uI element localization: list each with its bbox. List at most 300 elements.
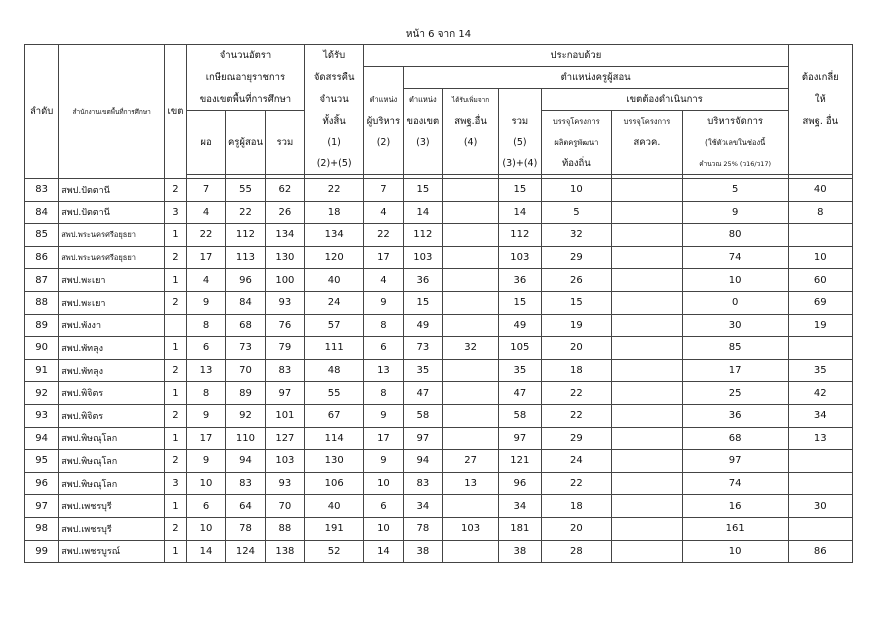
table-row	[25, 472, 853, 495]
cell-c-admin: 6	[364, 337, 403, 360]
cell-total: 103	[265, 450, 304, 473]
cell-own: 15	[403, 179, 442, 202]
table-row	[25, 224, 853, 247]
cell-teacher: 78	[226, 517, 265, 540]
table-row	[25, 540, 853, 563]
cell-alloc: 55	[305, 382, 364, 405]
cell-no: 83	[25, 179, 59, 202]
cell-no: 98	[25, 517, 59, 540]
table-row	[25, 359, 853, 382]
cell-no: 95	[25, 450, 59, 473]
cell-admin: 10	[186, 472, 225, 495]
cell-c-admin: 17	[364, 246, 403, 269]
cell-local: 10	[541, 179, 612, 202]
cell-name: สพป.พัทลุง	[59, 359, 165, 382]
cell-alloc: 111	[305, 337, 364, 360]
table-row	[25, 495, 853, 518]
cell-sum: 58	[499, 404, 542, 427]
cell-c-admin: 9	[364, 450, 403, 473]
header-local-l2: ผลิตครูพัฒนา	[541, 132, 612, 153]
cell-own: 97	[403, 427, 442, 450]
cell-admin: 6	[186, 495, 225, 518]
cell-manage: 10	[682, 540, 788, 563]
header-office: สำนักงานเขตพื้นที่การศึกษา	[59, 45, 165, 179]
cell-total: 26	[265, 201, 304, 224]
cell-teacher: 64	[226, 495, 265, 518]
cell-alloc: 48	[305, 359, 364, 382]
cell-local: 20	[541, 337, 612, 360]
header-avg-l3: สพฐ. อื่น	[788, 111, 852, 133]
table-row	[25, 179, 853, 202]
cell-teacher: 92	[226, 404, 265, 427]
cell-alloc: 106	[305, 472, 364, 495]
header-manage-l2: (ใช้ตัวเลขในช่องนี้	[682, 132, 788, 153]
cell-name: สพป.เพชรบุรี	[59, 517, 165, 540]
cell-manage: 74	[682, 246, 788, 269]
cell-manage: 161	[682, 517, 788, 540]
cell-manage: 97	[682, 450, 788, 473]
table-row	[25, 246, 853, 269]
cell-own: 78	[403, 517, 442, 540]
table-row	[25, 382, 853, 405]
cell-avg: 19	[788, 314, 852, 337]
cell-avg: 40	[788, 179, 852, 202]
cell-avg: 10	[788, 246, 852, 269]
cell-admin: 17	[186, 427, 225, 450]
cell-name: สพป.พะเยา	[59, 291, 165, 314]
cell-other: 32	[443, 337, 499, 360]
cell-name: สพป.ปัตตานี	[59, 201, 165, 224]
cell-admin: 14	[186, 540, 225, 563]
cell-local: 15	[541, 291, 612, 314]
cell-other: 103	[443, 517, 499, 540]
table-row	[25, 291, 853, 314]
cell-manage: 80	[682, 224, 788, 247]
cell-no: 91	[25, 359, 59, 382]
cell-total: 101	[265, 404, 304, 427]
cell-name: สพป.พะเยา	[59, 269, 165, 292]
cell-no: 97	[25, 495, 59, 518]
cell-avg	[788, 224, 852, 247]
cell-c-admin: 8	[364, 382, 403, 405]
header-sakot-l1: บรรจุโครงการ	[612, 111, 683, 133]
cell-own: 38	[403, 540, 442, 563]
cell-own: 35	[403, 359, 442, 382]
cell-zone: 2	[165, 517, 187, 540]
header-local-l1: บรรจุโครงการ	[541, 111, 612, 133]
table-row	[25, 404, 853, 427]
cell-avg: 86	[788, 540, 852, 563]
cell-alloc: 130	[305, 450, 364, 473]
cell-total: 130	[265, 246, 304, 269]
header-other-l2: สพฐ.อื่น	[443, 111, 499, 133]
cell-other	[443, 359, 499, 382]
cell-teacher: 70	[226, 359, 265, 382]
cell-other	[443, 495, 499, 518]
cell-sakot	[612, 540, 683, 563]
cell-other	[443, 382, 499, 405]
cell-other	[443, 404, 499, 427]
table-row	[25, 314, 853, 337]
cell-own: 58	[403, 404, 442, 427]
header-manage-l1: บริหารจัดการ	[682, 111, 788, 133]
header-rate-l2: เกษียณอายุราชการ	[186, 67, 304, 89]
cell-total: 93	[265, 291, 304, 314]
cell-no: 87	[25, 269, 59, 292]
cell-sakot	[612, 337, 683, 360]
cell-zone: 1	[165, 382, 187, 405]
cell-sakot	[612, 224, 683, 247]
cell-avg	[788, 337, 852, 360]
cell-sakot	[612, 495, 683, 518]
cell-admin: 8	[186, 382, 225, 405]
header-other-l1: ได้รับเพิ่มจาก	[443, 89, 499, 111]
cell-name: สพป.พังงา	[59, 314, 165, 337]
cell-total: 97	[265, 382, 304, 405]
cell-local: 32	[541, 224, 612, 247]
cell-admin: 9	[186, 291, 225, 314]
header-admin-l3: (2)	[364, 132, 403, 153]
cell-avg: 60	[788, 269, 852, 292]
header-sum-l2: (5)	[499, 132, 542, 153]
header-own-l2: ของเขต	[403, 111, 442, 133]
cell-sum: 121	[499, 450, 542, 473]
table-row	[25, 517, 853, 540]
cell-own: 36	[403, 269, 442, 292]
cell-avg: 13	[788, 427, 852, 450]
cell-teacher: 83	[226, 472, 265, 495]
cell-c-admin: 8	[364, 314, 403, 337]
cell-sakot	[612, 201, 683, 224]
header-alloc-l2: จัดสรรคืน	[305, 67, 364, 89]
header-consists: ประกอบด้วย	[364, 45, 788, 67]
cell-zone: 1	[165, 540, 187, 563]
header-avg-l1: ต้องเกลี่ย	[788, 67, 852, 89]
cell-sum: 15	[499, 291, 542, 314]
cell-sakot	[612, 314, 683, 337]
table-row	[25, 427, 853, 450]
cell-sakot	[612, 404, 683, 427]
header-alloc-l1: ได้รับ	[305, 45, 364, 67]
cell-sum: 14	[499, 201, 542, 224]
header-admin-l1: ตำแหน่ง	[364, 89, 403, 111]
cell-total: 62	[265, 179, 304, 202]
cell-no: 88	[25, 291, 59, 314]
cell-c-admin: 10	[364, 472, 403, 495]
cell-no: 84	[25, 201, 59, 224]
cell-total: 88	[265, 517, 304, 540]
cell-own: 15	[403, 291, 442, 314]
cell-manage: 85	[682, 337, 788, 360]
cell-sum: 38	[499, 540, 542, 563]
cell-other	[443, 269, 499, 292]
cell-zone: 2	[165, 359, 187, 382]
cell-name: สพป.พิษณุโลก	[59, 427, 165, 450]
cell-zone: 2	[165, 291, 187, 314]
cell-name: สพป.พัทลุง	[59, 337, 165, 360]
cell-other	[443, 201, 499, 224]
cell-c-admin: 9	[364, 291, 403, 314]
cell-zone: 1	[165, 269, 187, 292]
cell-other	[443, 427, 499, 450]
cell-local: 18	[541, 359, 612, 382]
header-local-l3: ท้องถิ่น	[541, 153, 612, 175]
cell-c-admin: 4	[364, 201, 403, 224]
cell-teacher: 110	[226, 427, 265, 450]
cell-manage: 0	[682, 291, 788, 314]
cell-avg	[788, 517, 852, 540]
cell-sum: 97	[499, 427, 542, 450]
cell-local: 19	[541, 314, 612, 337]
cell-avg: 69	[788, 291, 852, 314]
cell-local: 22	[541, 472, 612, 495]
table-row	[25, 269, 853, 292]
cell-alloc: 40	[305, 269, 364, 292]
cell-c-admin: 9	[364, 404, 403, 427]
cell-other	[443, 246, 499, 269]
cell-admin: 4	[186, 269, 225, 292]
header-alloc-l6: (2)+(5)	[305, 153, 364, 175]
cell-avg: 35	[788, 359, 852, 382]
cell-teacher: 73	[226, 337, 265, 360]
cell-own: 47	[403, 382, 442, 405]
cell-alloc: 40	[305, 495, 364, 518]
cell-other: 27	[443, 450, 499, 473]
cell-teacher: 55	[226, 179, 265, 202]
cell-sakot	[612, 269, 683, 292]
cell-teacher: 112	[226, 224, 265, 247]
cell-c-admin: 17	[364, 427, 403, 450]
cell-sum: 103	[499, 246, 542, 269]
cell-manage: 5	[682, 179, 788, 202]
table-row	[25, 201, 853, 224]
cell-manage: 16	[682, 495, 788, 518]
cell-sum: 49	[499, 314, 542, 337]
cell-admin: 13	[186, 359, 225, 382]
cell-name: สพป.พิจิตร	[59, 382, 165, 405]
cell-teacher: 68	[226, 314, 265, 337]
cell-other	[443, 540, 499, 563]
header-action: เขตต้องดำเนินการ	[541, 89, 788, 111]
cell-no: 90	[25, 337, 59, 360]
cell-sum: 181	[499, 517, 542, 540]
cell-other	[443, 314, 499, 337]
cell-no: 99	[25, 540, 59, 563]
cell-manage: 36	[682, 404, 788, 427]
cell-total: 134	[265, 224, 304, 247]
cell-other: 13	[443, 472, 499, 495]
cell-own: 83	[403, 472, 442, 495]
cell-sum: 36	[499, 269, 542, 292]
cell-zone: 1	[165, 495, 187, 518]
cell-own: 103	[403, 246, 442, 269]
cell-admin: 9	[186, 450, 225, 473]
table-header	[25, 45, 853, 179]
cell-manage: 74	[682, 472, 788, 495]
cell-teacher: 96	[226, 269, 265, 292]
cell-other	[443, 179, 499, 202]
header-other-l3: (4)	[443, 132, 499, 153]
cell-local: 29	[541, 427, 612, 450]
cell-zone: 2	[165, 246, 187, 269]
cell-alloc: 191	[305, 517, 364, 540]
header-own-l3: (3)	[403, 132, 442, 153]
cell-admin: 8	[186, 314, 225, 337]
header-sum-l1: รวม	[499, 111, 542, 133]
header-no: ลำดับ	[25, 45, 59, 179]
cell-name: สพป.เพชรบุรี	[59, 495, 165, 518]
page-number: หน้า 6 จาก 14	[405, 29, 472, 40]
cell-local: 28	[541, 540, 612, 563]
cell-no: 94	[25, 427, 59, 450]
table-row	[25, 450, 853, 473]
cell-name: สพป.พระนครศรีอยุธยา	[59, 224, 165, 247]
cell-name: สพป.พิจิตร	[59, 404, 165, 427]
header-manage-l3: คำนวณ 25% (ว16/ว17)	[682, 153, 788, 175]
table-body	[25, 179, 853, 563]
cell-zone: 2	[165, 404, 187, 427]
cell-zone: 2	[165, 450, 187, 473]
cell-sakot	[612, 382, 683, 405]
cell-sakot	[612, 246, 683, 269]
cell-sakot	[612, 472, 683, 495]
cell-name: สพป.ปัตตานี	[59, 179, 165, 202]
header-admin-l2: ผู้บริหาร	[364, 111, 403, 133]
cell-avg: 30	[788, 495, 852, 518]
allocation-table	[24, 44, 853, 563]
cell-total: 70	[265, 495, 304, 518]
cell-avg: 8	[788, 201, 852, 224]
cell-admin: 17	[186, 246, 225, 269]
cell-admin: 22	[186, 224, 225, 247]
header-alloc-l4: ทั้งสิ้น	[305, 111, 364, 133]
cell-zone	[165, 314, 187, 337]
cell-manage: 68	[682, 427, 788, 450]
cell-own: 49	[403, 314, 442, 337]
cell-avg: 42	[788, 382, 852, 405]
cell-sum: 105	[499, 337, 542, 360]
cell-teacher: 124	[226, 540, 265, 563]
cell-avg	[788, 472, 852, 495]
cell-own: 14	[403, 201, 442, 224]
header-zone: เขต	[165, 45, 187, 179]
cell-name: สพป.พิษณุโลก	[59, 450, 165, 473]
cell-zone: 2	[165, 179, 187, 202]
cell-manage: 10	[682, 269, 788, 292]
cell-admin: 7	[186, 179, 225, 202]
cell-sakot	[612, 179, 683, 202]
cell-alloc: 52	[305, 540, 364, 563]
cell-total: 100	[265, 269, 304, 292]
cell-total: 127	[265, 427, 304, 450]
cell-own: 94	[403, 450, 442, 473]
cell-sum: 47	[499, 382, 542, 405]
cell-sakot	[612, 450, 683, 473]
cell-admin: 6	[186, 337, 225, 360]
header-alloc-l5: (1)	[305, 132, 364, 153]
cell-alloc: 24	[305, 291, 364, 314]
cell-avg: 34	[788, 404, 852, 427]
cell-no: 85	[25, 224, 59, 247]
cell-teacher: 84	[226, 291, 265, 314]
cell-teacher: 113	[226, 246, 265, 269]
cell-c-admin: 14	[364, 540, 403, 563]
cell-alloc: 57	[305, 314, 364, 337]
cell-sakot	[612, 427, 683, 450]
cell-sakot	[612, 517, 683, 540]
cell-manage: 9	[682, 201, 788, 224]
cell-sakot	[612, 359, 683, 382]
cell-local: 22	[541, 382, 612, 405]
cell-total: 79	[265, 337, 304, 360]
cell-alloc: 120	[305, 246, 364, 269]
header-rate-l3: ของเขตพื้นที่การศึกษา	[186, 89, 304, 111]
header-avg-l2: ให้	[788, 89, 852, 111]
cell-avg	[788, 450, 852, 473]
cell-alloc: 67	[305, 404, 364, 427]
table-row	[25, 337, 853, 360]
cell-local: 29	[541, 246, 612, 269]
cell-local: 5	[541, 201, 612, 224]
cell-other	[443, 291, 499, 314]
cell-alloc: 22	[305, 179, 364, 202]
cell-teacher: 94	[226, 450, 265, 473]
cell-admin: 4	[186, 201, 225, 224]
cell-total: 93	[265, 472, 304, 495]
cell-alloc: 114	[305, 427, 364, 450]
cell-local: 24	[541, 450, 612, 473]
cell-alloc: 18	[305, 201, 364, 224]
header-own-l1: ตำแหน่ง	[403, 89, 442, 111]
cell-alloc: 134	[305, 224, 364, 247]
header-rate-l1: จำนวนอัตรา	[186, 45, 304, 67]
cell-sum: 112	[499, 224, 542, 247]
cell-name: สพป.พิษณุโลก	[59, 472, 165, 495]
cell-no: 96	[25, 472, 59, 495]
header-sakot-l2: สควค.	[612, 132, 683, 153]
cell-zone: 1	[165, 337, 187, 360]
header-rate-total: รวม	[265, 111, 304, 175]
cell-c-admin: 22	[364, 224, 403, 247]
cell-sakot	[612, 291, 683, 314]
cell-zone: 1	[165, 224, 187, 247]
cell-manage: 30	[682, 314, 788, 337]
cell-teacher: 89	[226, 382, 265, 405]
cell-local: 18	[541, 495, 612, 518]
cell-teacher: 22	[226, 201, 265, 224]
cell-local: 26	[541, 269, 612, 292]
cell-no: 92	[25, 382, 59, 405]
cell-no: 89	[25, 314, 59, 337]
cell-manage: 17	[682, 359, 788, 382]
cell-total: 76	[265, 314, 304, 337]
cell-sum: 35	[499, 359, 542, 382]
cell-sum: 34	[499, 495, 542, 518]
cell-own: 73	[403, 337, 442, 360]
cell-c-admin: 7	[364, 179, 403, 202]
header-teacher-pos: ตำแหน่งครูผู้สอน	[403, 67, 788, 89]
cell-no: 93	[25, 404, 59, 427]
header-alloc-l3: จำนวน	[305, 89, 364, 111]
cell-own: 34	[403, 495, 442, 518]
cell-admin: 9	[186, 404, 225, 427]
cell-c-admin: 6	[364, 495, 403, 518]
cell-own: 112	[403, 224, 442, 247]
cell-total: 83	[265, 359, 304, 382]
cell-admin: 10	[186, 517, 225, 540]
cell-local: 20	[541, 517, 612, 540]
cell-total: 138	[265, 540, 304, 563]
